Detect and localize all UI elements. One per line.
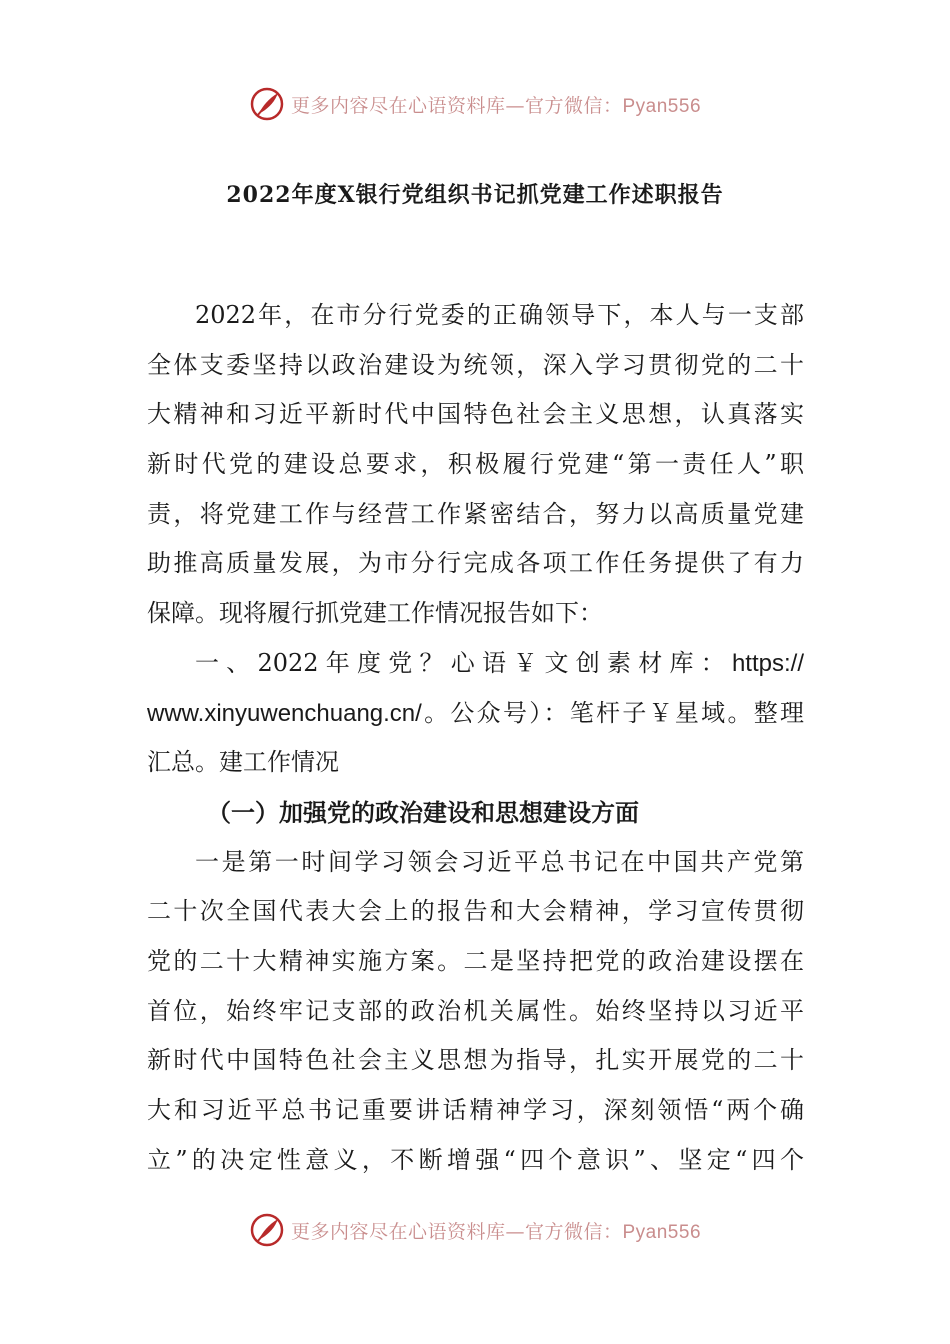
paragraph-line: 一是第一时间学习领会习近平总书记在中国共产党第 bbox=[195, 847, 804, 876]
document-title: 2022年度X银行党组织书记抓党建工作述职报告 bbox=[226, 182, 724, 208]
paragraph-line: 大精神和习近平新时代中国特色社会主义思想，认真落实 bbox=[147, 400, 804, 429]
paragraph-line: 助推高质量发展，为市分行完成各项工作任务提供了有力 bbox=[147, 549, 804, 578]
paragraph-line: 二十次全国代表大会上的报告和大会精神，学习宣传贯彻 bbox=[147, 897, 804, 926]
quill-logo-icon bbox=[249, 86, 285, 122]
section-heading-line bbox=[147, 639, 804, 689]
paragraph-line: 新时代党的建设总要求，积极履行党建“第一责任人”职 bbox=[147, 450, 804, 479]
banner-text: 更多内容尽在心语资料库—官方微信： bbox=[290, 94, 623, 117]
document-body bbox=[147, 291, 804, 1185]
wechat-id: Pyan556 bbox=[622, 95, 702, 117]
header-banner bbox=[0, 82, 950, 126]
section-heading-text: 一、2022年度党？心语￥文创素材库： bbox=[195, 648, 732, 677]
paragraph-line: 全体支委坚持以政治建设为统领，深入学习贯彻党的二十 bbox=[147, 350, 804, 379]
subsection-heading: （一）加强党的政治建设和思想建设方面 bbox=[207, 797, 639, 827]
paragraph-line: 2022年，在市分行党委的正确领导下，本人与一支部 bbox=[195, 301, 804, 329]
section-heading-line bbox=[147, 689, 804, 739]
paragraph-line: 立”的决定性意义，不断增强“四个意识”、坚定“四个 bbox=[147, 1145, 804, 1174]
paragraph-line: 大和习近平总书记重要讲话精神学习，深刻领悟“两个确 bbox=[147, 1096, 804, 1124]
paragraph-line: 党的二十大精神实施方案。二是坚持把党的政治建设摆在 bbox=[147, 946, 804, 975]
paragraph-line: 首位，始终牢记支部的政治机关属性。始终坚持以习近平 bbox=[147, 996, 804, 1025]
banner-text: 更多内容尽在心语资料库—官方微信： bbox=[290, 1220, 623, 1243]
url-fragment: https:// bbox=[731, 649, 804, 677]
paragraph-line: 新时代中国特色社会主义思想为指导，扎实开展党的二十 bbox=[147, 1046, 804, 1075]
section-heading-text: 。公众号）：笔杆子￥星域。整理 bbox=[421, 698, 804, 727]
url-fragment: www.xinyuwenchuang.cn/ bbox=[147, 699, 422, 727]
quill-logo-icon bbox=[249, 1212, 285, 1248]
footer-banner bbox=[0, 1208, 950, 1252]
wechat-id: Pyan556 bbox=[622, 1221, 702, 1243]
paragraph-line: 责，将党建工作与经营工作紧密结合，努力以高质量党建 bbox=[147, 499, 804, 528]
section-heading-line: 汇总。建工作情况 bbox=[147, 748, 339, 777]
paragraph-line: 保障。现将履行抓党建工作情况报告如下： bbox=[147, 599, 603, 628]
